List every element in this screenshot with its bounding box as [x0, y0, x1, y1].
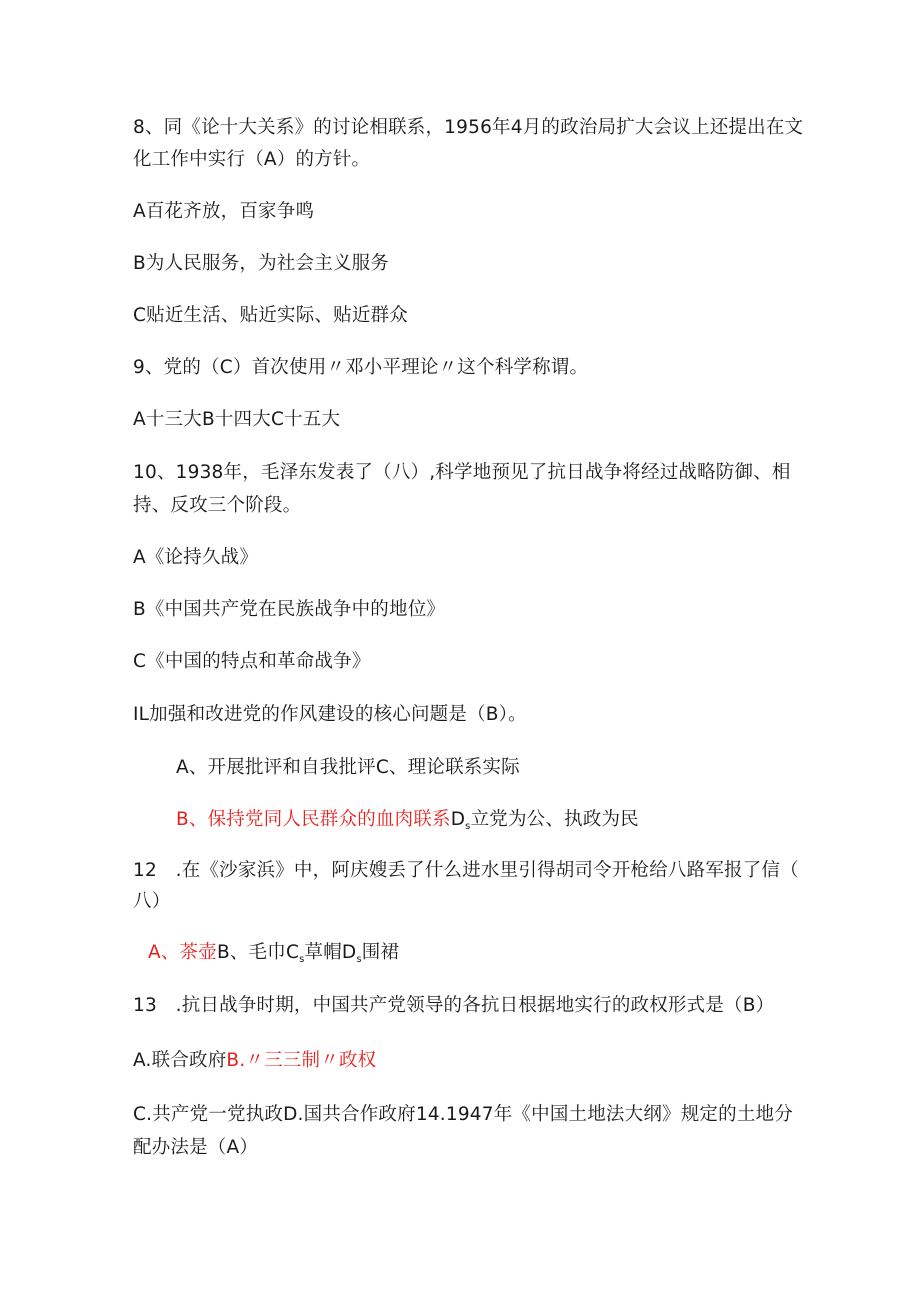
q12-stem-line1: 12 .在《沙家浜》中，阿庆嫂丢了什么进水里引得胡司令开枪给八路军报了信（ — [133, 860, 799, 881]
q13-answer-b: B.〃三三制〃政权 — [226, 1050, 377, 1071]
q10-option-b: B《中国共产党在民族战争中的地位》 — [133, 599, 446, 620]
q12-answer-a: A、茶壶 — [148, 942, 217, 963]
q8-option-c: C贴近生活、贴近实际、贴近群众 — [133, 305, 408, 326]
q10-option-c: C《中国的特点和革命战争》 — [133, 651, 371, 672]
q12-stem-line2: 八） — [133, 891, 171, 912]
q13-stem: 13 .抗日战争时期，中国共产党领导的各抗日根据地实行的政权形式是（B） — [133, 995, 775, 1016]
q12-option-c-sub: s — [299, 954, 305, 965]
q8-stem-line1: 8、同《论十大关系》的讨论相联系，1956年4月的政治局扩大会议上还提出在文 — [133, 117, 804, 138]
q12-option-b: B、毛巾C — [216, 942, 300, 963]
q13-option-a: A.联合政府 — [133, 1050, 227, 1071]
q13-options-cd-line1: C.共产党一党执政D.国共合作政府14.1947年《中国土地法大纲》规定的土地分 — [133, 1104, 793, 1125]
q12-option-d: 围裙 — [361, 942, 400, 963]
q11-option-d-letter: D — [450, 809, 466, 830]
q10-option-a: A《论持久战》 — [133, 547, 259, 568]
q13-options-ab — [133, 1049, 376, 1073]
q12-option-c: 草帽D — [304, 942, 357, 963]
q11-options-bd — [176, 808, 639, 839]
q9-options: A十三大B十四大C十五大 — [133, 409, 341, 430]
q10-stem-line2: 持、反攻三个阶段。 — [133, 495, 302, 516]
q12-options — [148, 941, 399, 972]
q8-option-a: A百花齐放，百家争鸣 — [133, 201, 315, 222]
q8-option-b: B为人民服务，为社会主义服务 — [133, 253, 389, 274]
q11-answer-b: B、保持党同人民群众的血肉联系 — [176, 809, 451, 830]
q11-option-d-sub: s — [465, 821, 471, 832]
q10-stem-line1: 10、1938年，毛泽东发表了（八）,科学地预见了抗日战争将经过战略防御、相 — [133, 462, 791, 483]
q11-options-ac: A、开展批评和自我批评C、理论联系实际 — [176, 757, 520, 778]
q8-stem-line2: 化工作中实行（A）的方针。 — [133, 149, 371, 170]
q13-options-cd-line2: 配办法是（A） — [133, 1137, 259, 1158]
q12-option-d-sub: s — [356, 954, 362, 965]
q9-stem: 9、党的（C）首次使用〃邓小平理论〃这个科学称谓。 — [133, 357, 589, 378]
q11-option-d-text: 立党为公、执政为民 — [470, 809, 639, 830]
q11-stem: IL加强和改进党的作风建设的核心问题是（B）。 — [133, 704, 527, 725]
